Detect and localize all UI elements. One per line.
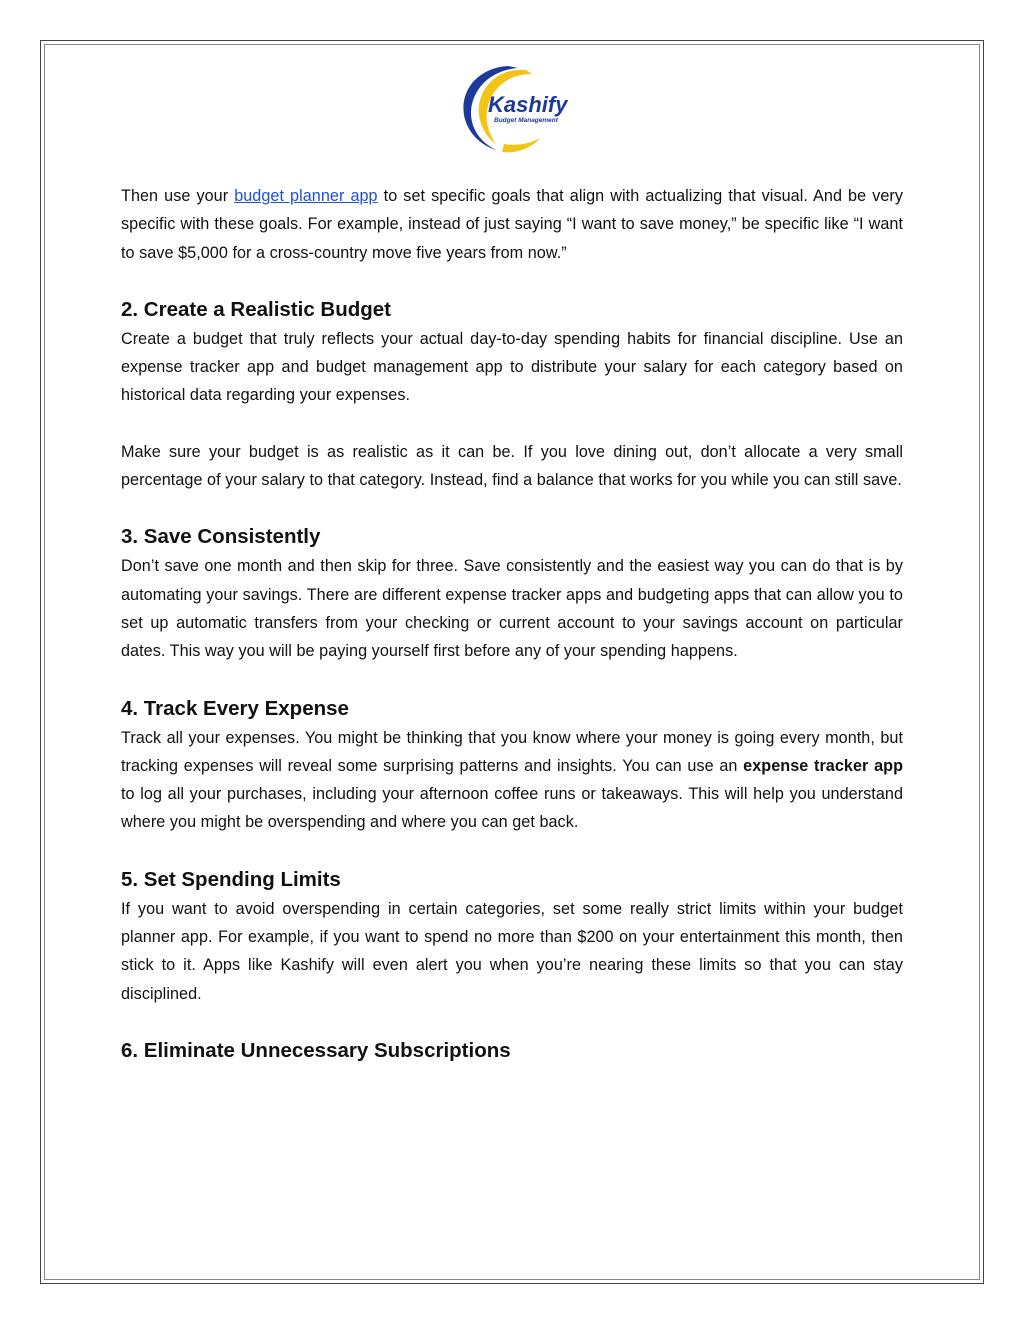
section-heading: 2. Create a Realistic Budget (121, 297, 392, 321)
section-paragraph: Track all your expenses. You might be thinking that you know where your money is going every month, but tracking expenses will reveal some surprising patterns and insights. You can use an expense tracker app to log all your purchases, including your afternoon coffee runs or takeaways. This will help you understand where you might be overspending and where you can get back. (121, 728, 904, 832)
section-paragraph: Don’t save one month and then skip for three. Save consistently and the easiest way you can do that is by automating your savings. There are different expense tracker apps and budgeting apps that can allow you to set up automatic transfers from your checking or current account to your savings account on particular dates. This way you will be paying yourself first before any of your spending happens. (121, 557, 903, 661)
section-paragraph: Make sure your budget is as realistic as it can be. If you love dining out, don’t allocate a very small percentage of your salary to that category. Instead, find a balance that works for you while you can still save. (121, 442, 903, 490)
logo-tagline: Budget Management (494, 117, 558, 124)
section-heading: 5. Set Spending Limits (121, 867, 341, 891)
document-body (121, 182, 903, 1066)
logo-wordmark: Kashify (488, 92, 568, 117)
kashify-logo (456, 60, 574, 155)
section-heading: 3. Save Consistently (121, 525, 321, 549)
section-paragraph: Create a budget that truly reflects your actual day-to-day spending habits for financial discipline. Use an expense tracker app and budget management app to distribute your salary for each category based on historical data regarding your expenses. (121, 329, 903, 405)
budget-planner-app-link[interactable]: budget planner app (234, 187, 378, 205)
section-heading: 4. Track Every Expense (121, 696, 349, 720)
section-paragraph: If you want to avoid overspending in certain categories, set some really strict limits within your budget planner app. For example, if you want to spend no more than $200 on your entertainment this month, then stick to it. Apps like Kashify will even alert you when you’re nearing these limits so that you can stay disciplined. (121, 899, 903, 1003)
intro-paragraph: Then use your budget planner app to set specific goals that align with actualizing that visual. And be very specific with these goals. For example, instead of just saying “I want to save money,” be specific like “I want to save $5,000 for a cross-country move five years from now.” (121, 187, 903, 262)
section-heading: 6. Eliminate Unnecessary Subscriptions (121, 1038, 511, 1062)
expense-tracker-app-emphasis: expense tracker app (743, 756, 904, 775)
